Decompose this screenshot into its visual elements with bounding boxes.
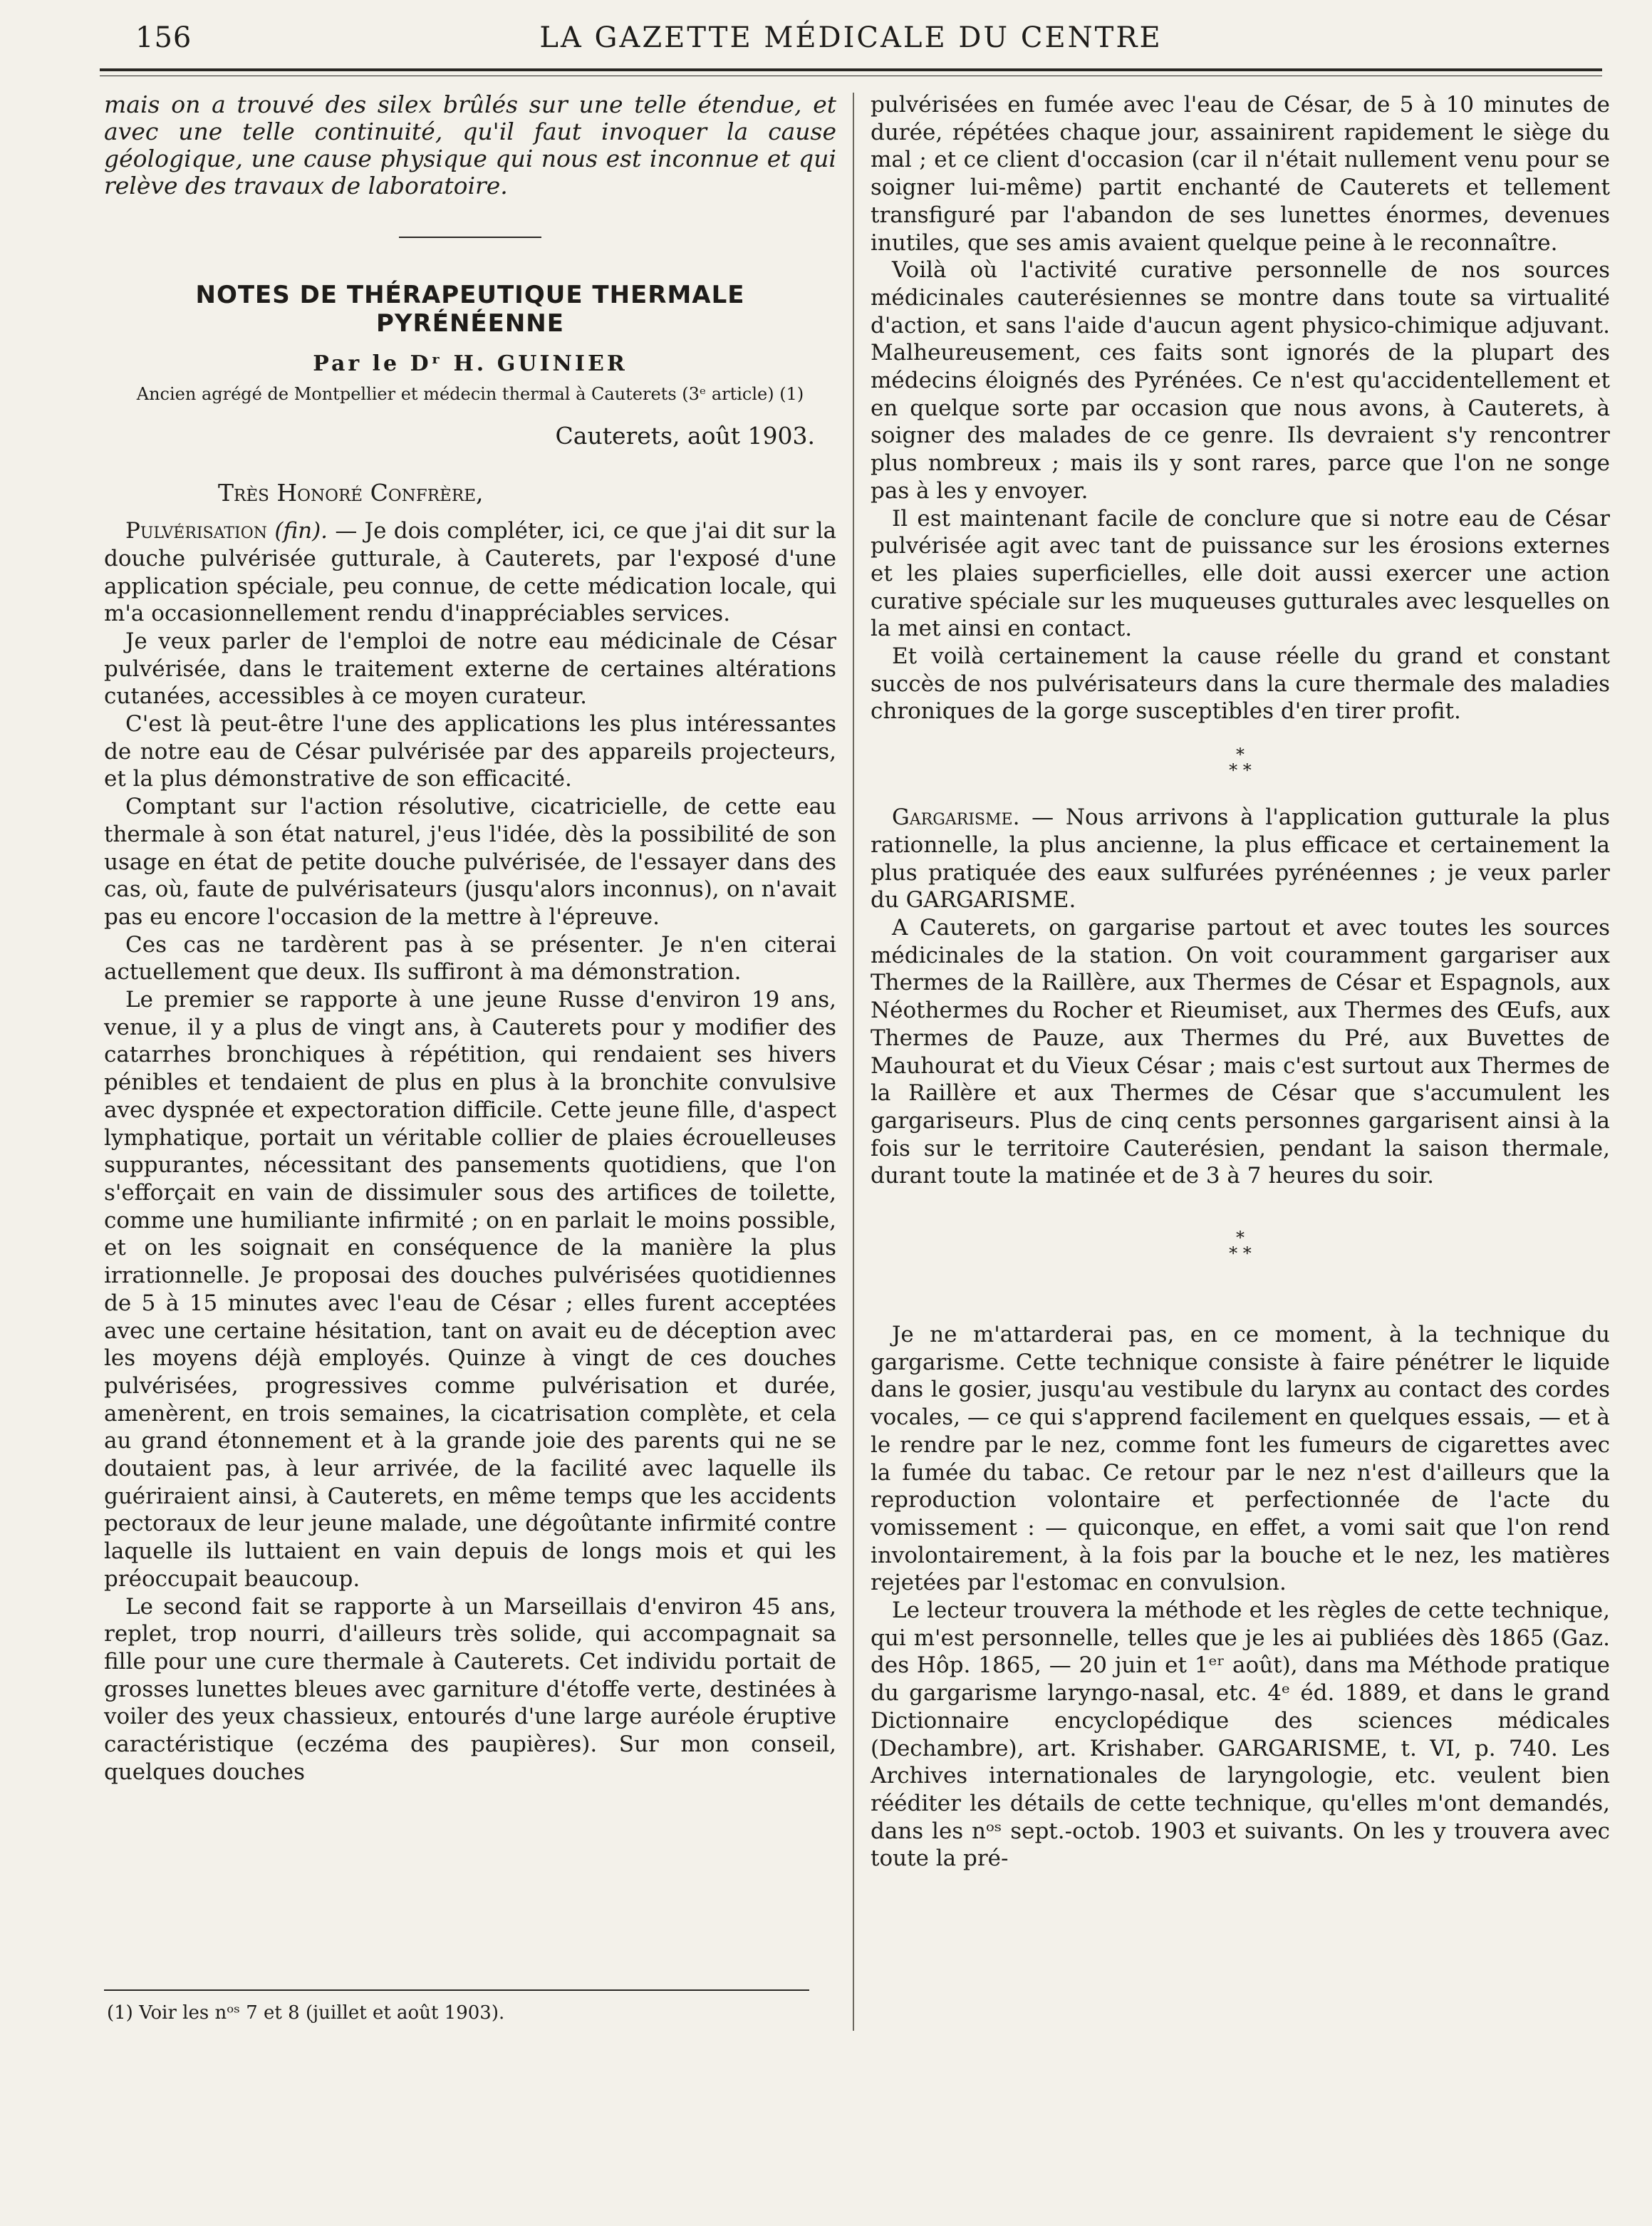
section-stars: * * * (1229, 745, 1252, 781)
paragraph: pulvérisées en fumée avec l'eau de César, de 5 à 10 minutes de durée, répétées chaque jour, assainirent rapidement le siège du mal ; et ce client d'occasion (car il n'était nullement venu pour se soigner lui-même) partit enchanté de Cauterets et tellement transfiguré par l'abandon de ses lunettes énormes, devenues inutiles, que ses amis avaient quelque peine à le reconnaître. (871, 92, 1610, 256)
section-label: Pulvérisation (125, 518, 268, 544)
place-date: Cauterets, août 1903. (555, 421, 815, 450)
paragraph-text: — Nous arrivons à l'application gutturale la plus rationnelle, la plus ancienne, la plus efficace et certainement la plus pratiquée des eaux sulfurées pyrénéennes ; je veux parler du GARGARISME. (871, 804, 1610, 913)
column-divider (853, 93, 854, 2031)
right-column (871, 91, 1610, 1873)
section-label-fin: (fin). (274, 518, 328, 544)
paragraph: Je ne m'attarderai pas, en ce moment, à la technique du gargarisme. Cette technique consiste à faire pénétrer le liquide dans le gosier, jusqu'au vestibule du larynx au contact des cordes vocales, — ce qui s'apprend facilement en quelques essais, — et à le rendre par le nez, comme font les fumeurs de cigarettes avec la fumée du tabac. Ce retour par le nez n'est d'ailleurs que la reproduction volontaire et perfectionnée de l'acte du vomissement : — quiconque, en effet, a vomi sait que l'on rend involontairement, à la fois par la bouche et le nez, les matières rejetées par l'estomac en convulsion. (871, 1322, 1610, 1596)
article-author: Par le Dʳ H. GUINIER (313, 351, 628, 376)
section-stars: * * * (1229, 1228, 1252, 1264)
section-label: Gargarisme. (892, 804, 1020, 831)
page-number: 156 (135, 21, 192, 54)
paragraph (871, 804, 1610, 914)
left-column (104, 91, 836, 1786)
paragraph: Comptant sur l'action résolutive, cicatricielle, de cette eau thermale à son état naturel, j'eus l'idée, dès la possibilité de son usage en état de petite douche pulvérisée, de l'essayer dans des cas, où, faute de pulvérisateurs (jusqu'alors inconnus), on n'avait pas eu encore l'occasion de la mettre à l'épreuve. (104, 794, 836, 930)
journal-title: LA GAZETTE MÉDICALE DU CENTRE (539, 21, 1163, 54)
salutation: Très Honoré Confrère, (218, 479, 484, 507)
paragraph: A Cauterets, on gargarise partout et avec toutes les sources médicinales de la station. On voit couramment gargariser aux Thermes de la Raillère, aux Thermes de César et Espagnols, aux Néothermes du Rocher et Rieumiset, aux Thermes des Œufs, aux Thermes de Pauze, aux Thermes du Pré, aux Buvettes de Mauhourat et du Vieux César ; mais c'est surtout aux Thermes de la Raillère et aux Thermes de César que s'accumulent les gargariseurs. Plus de cinq cents personnes gargarisent ainsi à la fois sur le territoire Cauterésien, pendant la saison thermale, durant toute la matinée et de 3 à 7 heures du soir. (871, 914, 1610, 1189)
paragraph: Il est maintenant facile de conclure que si notre eau de César pulvérisée agit avec tant de puissance sur les érosions externes et les plaies superficielles, elle doit aussi exercer une action curative spéciale sur les muqueuses gutturales avec lesquelles on la met ainsi en contact. (871, 505, 1610, 642)
paragraph-text: — Je dois compléter, ici, ce que j'ai dit sur la douche pulvérisée gutturale, à Cauterets, par l'exposé d'une application spéciale, peu connue, de cette médication locale, qui m'a occasionnellement rendu d'inappréciables services. (104, 518, 836, 627)
page-header (100, 13, 1602, 63)
paragraph: Ces cas ne tardèrent pas à se présenter. Je n'en citerai actuellement que deux. Ils suffiront à ma démonstration. (104, 931, 836, 985)
footnote: (1) Voir les nᵒˢ 7 et 8 (juillet et août 1903). (107, 2002, 505, 2024)
author-affiliation: Ancien agrégé de Montpellier et médecin thermal à Cauterets (3ᵉ article) (1) (136, 383, 804, 404)
paragraph: C'est là peut-être l'une des applications les plus intéressantes de notre eau de César pulvérisée par des appareils projecteurs, et la plus démonstrative de son efficacité. (104, 711, 836, 792)
paragraph: Voilà où l'activité curative personnelle de nos sources médicinales cauterésiennes se montre dans toute sa virtualité d'action, et sans l'aide d'aucun agent physico-chimique adjuvant. Malheureusement, ces faits sont ignorés de la plupart des médecins éloignés des Pyrénées. Ce n'est qu'accidentellement et en quelque sorte par occasion que nous avons, à Cauterets, à soigner des malades de ce genre. Ils devraient s'y rencontrer plus nombreux ; mais ils y sont rares, parce que l'on ne songe pas à les y envoyer. (871, 257, 1610, 504)
paragraph: Le lecteur trouvera la méthode et les règles de cette technique, qui m'est personnelle, telles que je les ai publiées dès 1865 (Gaz. des Hôp. 1865, — 20 juin et 1ᵉʳ août), dans ma Méthode pratique du gargarisme laryngo-nasal, etc. 4ᵉ éd. 1889, et dans le grand Dictionnaire encyclopédique des sciences médicales (Dechambre), art. Krishaber. GARGARISME, t. VI, p. 740. Les Archives internationales de laryngologie, etc. veulent bien rééditer les détails de cette technique, qu'elles m'ont demandés, dans les nᵒˢ sept.-octob. 1903 et suivants. On les y trouvera avec toute la pré- (871, 1598, 1610, 1872)
section-separator (399, 237, 541, 238)
paragraph: Je veux parler de l'emploi de notre eau médicinale de César pulvérisée, dans le traitement externe de certaines altérations cutanées, accessibles à ce moyen curateur. (104, 628, 836, 710)
article-title: NOTES DE THÉRAPEUTIQUE THERMALE PYRÉNÉENNE (195, 281, 745, 338)
paragraph: Le premier se rapporte à une jeune Russe d'environ 19 ans, venue, il y a plus de vingt ans, à Cauterets pour y modifier des catarrhes bronchiques à répétition, qui rendaient ses hivers pénibles et tendaient de plus en plus à la bronchite convulsive avec dyspnée et expectoration difficile. Cette jeune fille, d'aspect lymphatique, portait un véritable collier de plaies écrouelleuses suppurantes, nécessitant des pansements quotidiens, que l'on s'efforçait en vain de dissimuler sous des artifices de toilette, comme une humiliante infirmité ; on en parlait le moins possible, et on les soignait en conséquence de la manière la plus irrationnelle. Je proposai des douches pulvérisées quotidiennes de 5 à 15 minutes avec l'eau de César ; elles furent acceptées avec une certaine hésitation, tant on avait eu de déception avec les moyens déjà employés. Quinze à vingt de ces douches pulvérisées, progressives comme pulvérisation et durée, amenèrent, en trois semaines, la cicatrisation complète, et cela au grand étonnement et à la grande joie des parents qui ne se doutaient pas, à leur arrivée, de la facilité avec laquelle ils guériraient ainsi, à Cauterets, en même temps que les accidents pectoraux de leur jeune malade, une dégoûtante infirmité contre laquelle ils luttaient en vain depuis de longs mois et qui les préoccupait beaucoup. (104, 987, 836, 1592)
paragraph: Le second fait se rapporte à un Marseillais d'environ 45 ans, replet, trop nourri, d'ailleurs très solide, qui accompagnait sa fille pour une cure thermale à Cauterets. Cet individu portait de grosses lunettes bleues avec garniture d'étoffe verte, destinées à voiler des yeux chassieux, entourés d'une large auréole éruptive caractéristique (eczéma des paupières). Sur mon conseil, quelques douches (104, 1593, 836, 1785)
header-rule (100, 68, 1602, 71)
footnote-rule (104, 1989, 809, 1991)
paragraph: Et voilà certainement la cause réelle du grand et constant succès de nos pulvérisateurs dans la cure thermale des maladies chroniques de la gorge susceptibles d'en tirer profit. (871, 643, 1610, 725)
previous-article-ending: mais on a trouvé des silex brûlés sur une telle étendue, et avec une telle continuité, qu'il faut invoquer la cause géologique, une cause physique qui nous est inconnue et qui relève des travaux de laboratoire. (104, 90, 836, 200)
paragraph (104, 517, 836, 628)
